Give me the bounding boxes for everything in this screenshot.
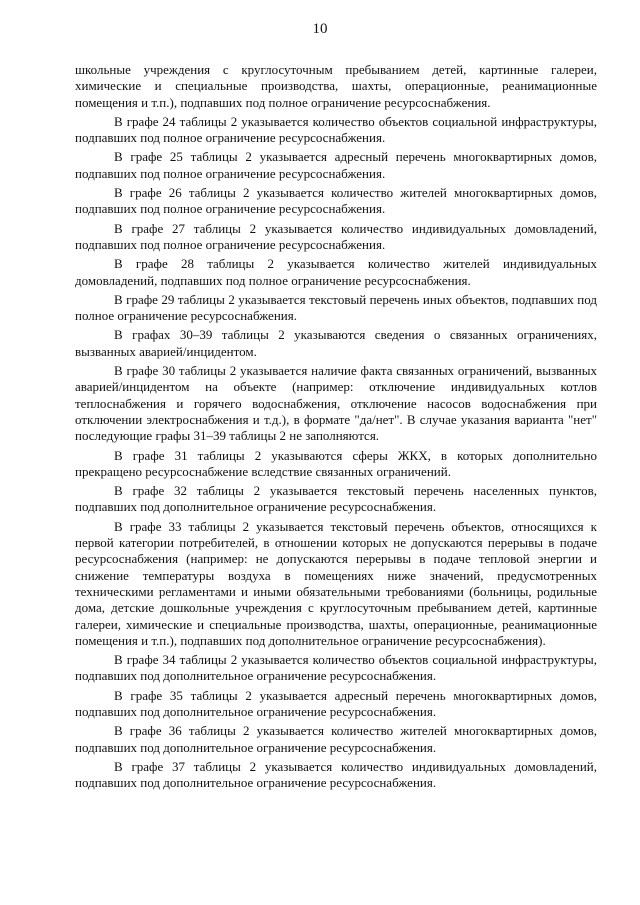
paragraph-columns-30-39: В графах 30–39 таблицы 2 указываются сведения о связанных ограничениях, вызванных аварией/инцидентом. (75, 327, 597, 359)
paragraph-column-31: В графе 31 таблицы 2 указываются сферы ЖКХ, в которых дополнительно прекращено ресурсоснабжение вследствие связанных ограничений. (75, 447, 597, 479)
paragraph-column-35: В графе 35 таблицы 2 указывается адресный перечень многоквартирных домов, подпавших под дополнительное ограничение ресурсоснабжения. (75, 687, 597, 719)
paragraph-column-27: В графе 27 таблицы 2 указывается количество индивидуальных домовладений, подпавших под полное ограничение ресурсоснабжения. (75, 220, 597, 252)
page-number: 10 (312, 21, 328, 37)
paragraph-column-30: В графе 30 таблицы 2 указывается наличие факта связанных ограничений, вызванных аварией/инцидентом на объекте (например: отключение индивидуальных котлов теплоснабжения и горячего водоснабжения, отключение насосов водоснабжения при отключении электроснабжения и т.д.), в формате "да/нет". В случае указания варианта "нет" последующие графы 31–39 таблицы 2 не заполняются. (75, 363, 597, 444)
paragraph-column-34: В графе 34 таблицы 2 указывается количество объектов социальной инфраструктуры, подпавших под дополнительное ограничение ресурсоснабжения. (75, 652, 597, 684)
paragraph-column-37: В графе 37 таблицы 2 указывается количество индивидуальных домовладений, подпавших под дополнительное ограничение ресурсоснабжения. (75, 758, 597, 791)
paragraph-column-36: В графе 36 таблицы 2 указывается количество жителей многоквартирных домов, подпавших под дополнительное ограничение ресурсоснабжения. (75, 723, 597, 755)
paragraph-column-25: В графе 25 таблицы 2 указывается адресный перечень многоквартирных домов, подпавших под полное ограничение ресурсоснабжения. (75, 149, 597, 181)
paragraph-column-28: В графе 28 таблицы 2 указывается количество жителей индивидуальных домовладений, подпавших под полное ограничение ресурсоснабжения. (75, 256, 597, 288)
document-body (75, 62, 597, 794)
paragraph-continuation: школьные учреждения с круглосуточным пребыванием детей, картинные галереи, химические и специальные производства, шахты, операционные, реанимационные помещения и т.п.), подпавших под полное ограничение ресурсоснабжения. (75, 62, 597, 110)
paragraph-column-24: В графе 24 таблицы 2 указывается количество объектов социальной инфраструктуры, подпавших под полное ограничение ресурсоснабжения. (75, 113, 597, 146)
paragraph-column-29: В графе 29 таблицы 2 указывается текстовый перечень иных объектов, подпавших под полное ограничение ресурсоснабжения. (75, 291, 597, 324)
paragraph-column-33: В графе 33 таблицы 2 указывается текстовый перечень объектов, относящихся к первой категории потребителей, в отношении которых не допускаются перерывы в подаче ресурсоснабжения (например: не допускаются перерывы в подаче тепловой энергии и снижение температуры воздуха в помещениях ниже значений, предусмотренных техническими регламентами и иными обязательными требованиями (больницы, родильные дома, детские дошкольные учреждения с круглосуточным пребыванием детей, картинные галереи, химические и специальные производства, шахты, операционные, реанимационные помещения и т.п.), подпавших под дополнительное ограничение ресурсоснабжения). (75, 518, 597, 648)
paragraph-column-32: В графе 32 таблицы 2 указывается текстовый перечень населенных пунктов, подпавших под дополнительное ограничение ресурсоснабжения. (75, 483, 597, 515)
paragraph-column-26: В графе 26 таблицы 2 указывается количество жителей многоквартирных домов, подпавших под полное ограничение ресурсоснабжения. (75, 185, 597, 217)
